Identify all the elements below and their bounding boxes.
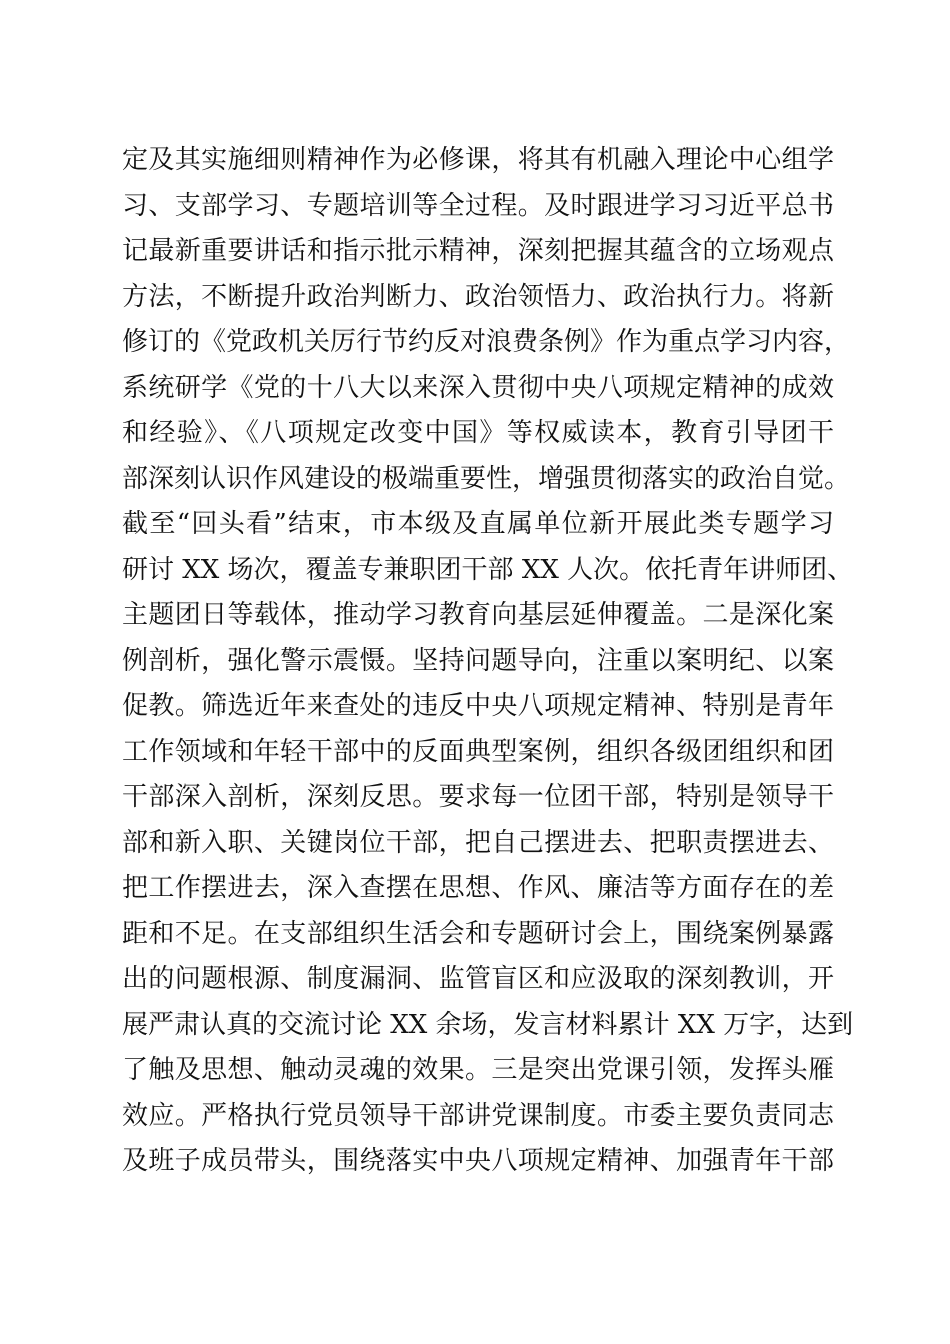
text-line: 促教。筛选近年来查处的违反中央八项规定精神、特别是青年 (122, 691, 834, 721)
text-line: 习、支部学习、专题培训等全过程。及时跟进学习习近平总书 (122, 190, 834, 221)
text-line: 主题团日等载体，推动学习教育向基层延伸覆盖。二是深化案 (122, 600, 834, 630)
text-line: 出的问题根源、制度漏洞、监管盲区和应汲取的深刻教训，开 (122, 964, 834, 994)
text-line: 展严肃认真的交流讨论 XX 余场，发言材料累计 XX 万字，达到 (122, 1009, 854, 1040)
text-line: 方法，不断提升政治判断力、政治领悟力、政治执行力。将新 (122, 281, 834, 312)
text-line: 部深刻认识作风建设的极端重要性，增强贯彻落实的政治自觉。 (122, 463, 851, 494)
text-line: 系统研学《党的十八大以来深入贯彻中央八项规定精神的成效 (122, 372, 834, 403)
text-line: 效应。严格执行党员领导干部讲党课制度。市委主要负责同志 (122, 1100, 834, 1131)
text-line: 研讨 XX 场次，覆盖专兼职团干部 XX 人次。依托青年讲师团、 (122, 554, 854, 585)
text-line: 定及其实施细则精神作为必修课，将其有机融入理论中心组学 (122, 145, 834, 175)
text-line: 部和新入职、关键岗位干部，把自己摆进去、把职责摆进去、 (122, 827, 834, 858)
text-line: 工作领域和年轻干部中的反面典型案例，组织各级团组织和团 (122, 736, 834, 767)
text-line: 和经验》、《八项规定改变中国》等权威读本，教育引导团干 (122, 418, 834, 448)
body-text (122, 138, 854, 1185)
text-line: 例剖析，强化警示震慑。坚持问题导向，注重以案明纪、以案 (122, 645, 834, 676)
text-line: 修订的《党政机关厉行节约反对浪费条例》作为重点学习内容， (122, 327, 851, 357)
text-line: 记最新重要讲话和指示批示精神，深刻把握其蕴含的立场观点 (122, 236, 834, 266)
text-line: 了触及思想、触动灵魂的效果。三是突出党课引领，发挥头雁 (122, 1055, 834, 1085)
text-line: 干部深入剖析，深刻反思。要求每一位团干部，特别是领导干 (122, 782, 834, 812)
text-line: 及班子成员带头，围绕落实中央八项规定精神、加强青年干部 (122, 1146, 834, 1176)
text-line: 把工作摆进去，深入查摆在思想、作风、廉洁等方面存在的差 (122, 873, 834, 903)
text-line: 截至“回头看”结束，市本级及直属单位新开展此类专题学习 (122, 509, 834, 539)
text-line: 距和不足。在支部组织生活会和专题研讨会上，围绕案例暴露 (122, 918, 834, 949)
